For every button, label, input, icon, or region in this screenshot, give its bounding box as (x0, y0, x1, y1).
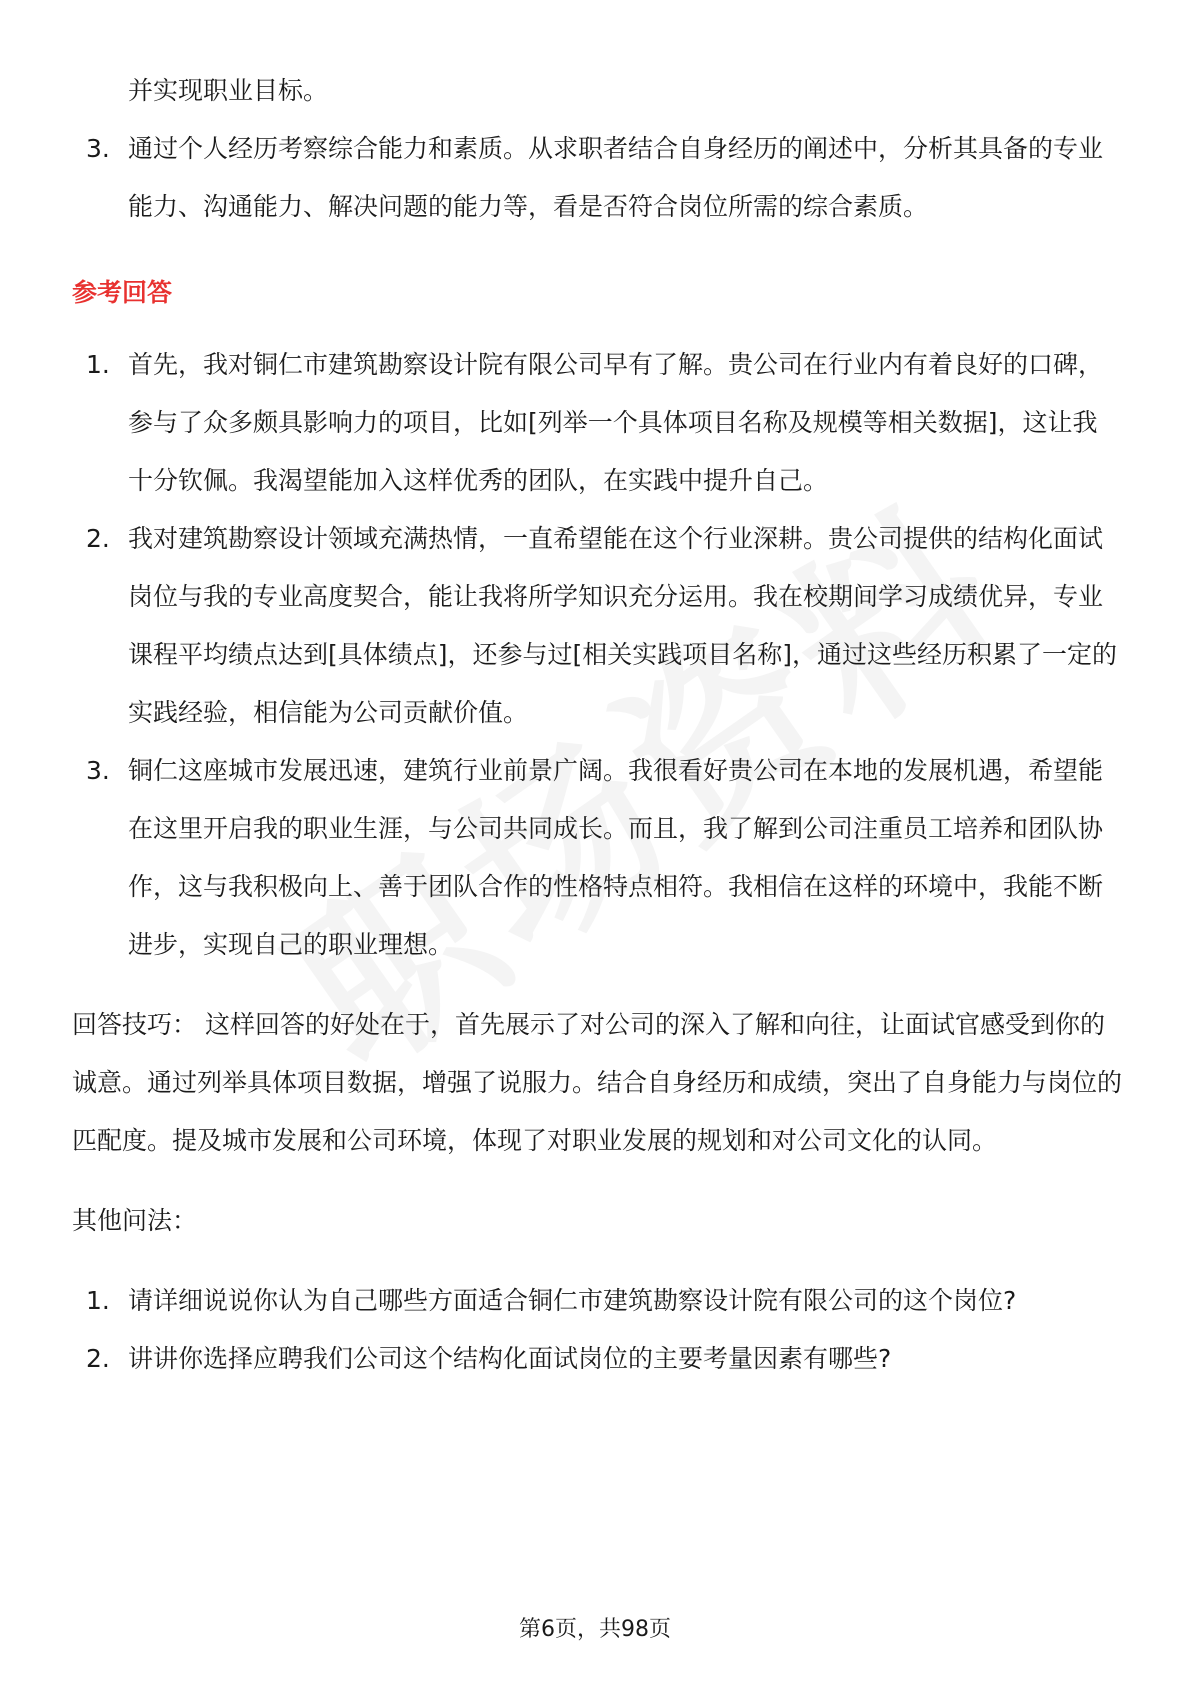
list-item (72, 1330, 1122, 1388)
other-questions-heading: 其他问法： (72, 1206, 198, 1235)
list-item-number: 2. (86, 1344, 110, 1373)
list-item-number: 1. (86, 350, 110, 379)
reference-answer-heading: 参考回答 (72, 278, 173, 307)
list-item-number: 1. (86, 1286, 110, 1315)
list-item-text: 首先，我对铜仁市建筑勘察设计院有限公司早有了解。贵公司在行业内有着良好的口碑，参与了众多颇具影响力的项目，比如[列举一个具体项目名称及规模等相关数据]，这让我十分钦佩。我渴望能加入这样优秀的团队，在实践中提升自己。 (128, 350, 1104, 495)
list-item (72, 742, 1122, 974)
list-item (72, 336, 1122, 510)
list-item (72, 510, 1122, 742)
list-item (72, 1272, 1122, 1330)
other-questions-list (72, 1272, 1122, 1388)
page-number-footer: 第6页，共98页 (519, 1617, 671, 1642)
list-item-text: 请详细说说你认为自己哪些方面适合铜仁市建筑勘察设计院有限公司的这个岗位? (128, 1286, 1017, 1315)
answer-tips-paragraph: 回答技巧： 这样回答的好处在于，首先展示了对公司的深入了解和向往，让面试官感受到你的诚意。通过列举具体项目数据，增强了说服力。结合自身经历和成绩，突出了自身能力与岗位的匹配度。提及城市发展和公司环境，体现了对职业发展的规划和对公司文化的认同。 (72, 1010, 1123, 1155)
list-item-text: 讲讲你选择应聘我们公司这个结构化面试岗位的主要考量因素有哪些? (128, 1344, 892, 1373)
list-item (72, 120, 1122, 236)
page-content (72, 62, 1122, 1388)
reference-answer-list (72, 336, 1122, 974)
previous-item-continuation: 并实现职业目标。 (128, 76, 329, 105)
list-item-text: 通过个人经历考察综合能力和素质。从求职者结合自身经历的阐述中，分析其具备的专业能力、沟通能力、解决问题的能力等，看是否符合岗位所需的综合素质。 (128, 134, 1104, 221)
list-item-number: 2. (86, 524, 110, 553)
evaluation-points-list (72, 120, 1122, 236)
list-item-text: 我对建筑勘察设计领域充满热情，一直希望能在这个行业深耕。贵公司提供的结构化面试岗位与我的专业高度契合，能让我将所学知识充分运用。我在校期间学习成绩优异，专业课程平均绩点达到[具体绩点]，还参与过[相关实践项目名称]，通过这些经历积累了一定的实践经验，相信能为公司贡献价值。 (128, 524, 1118, 727)
list-item-number: 3. (86, 134, 110, 163)
list-item-number: 3. (86, 756, 110, 785)
list-item-text: 铜仁这座城市发展迅速，建筑行业前景广阔。我很看好贵公司在本地的发展机遇，希望能在这里开启我的职业生涯，与公司共同成长。而且，我了解到公司注重员工培养和团队协作，这与我积极向上、善于团队合作的性格特点相符。我相信在这样的环境中，我能不断进步，实现自己的职业理想。 (128, 756, 1104, 959)
